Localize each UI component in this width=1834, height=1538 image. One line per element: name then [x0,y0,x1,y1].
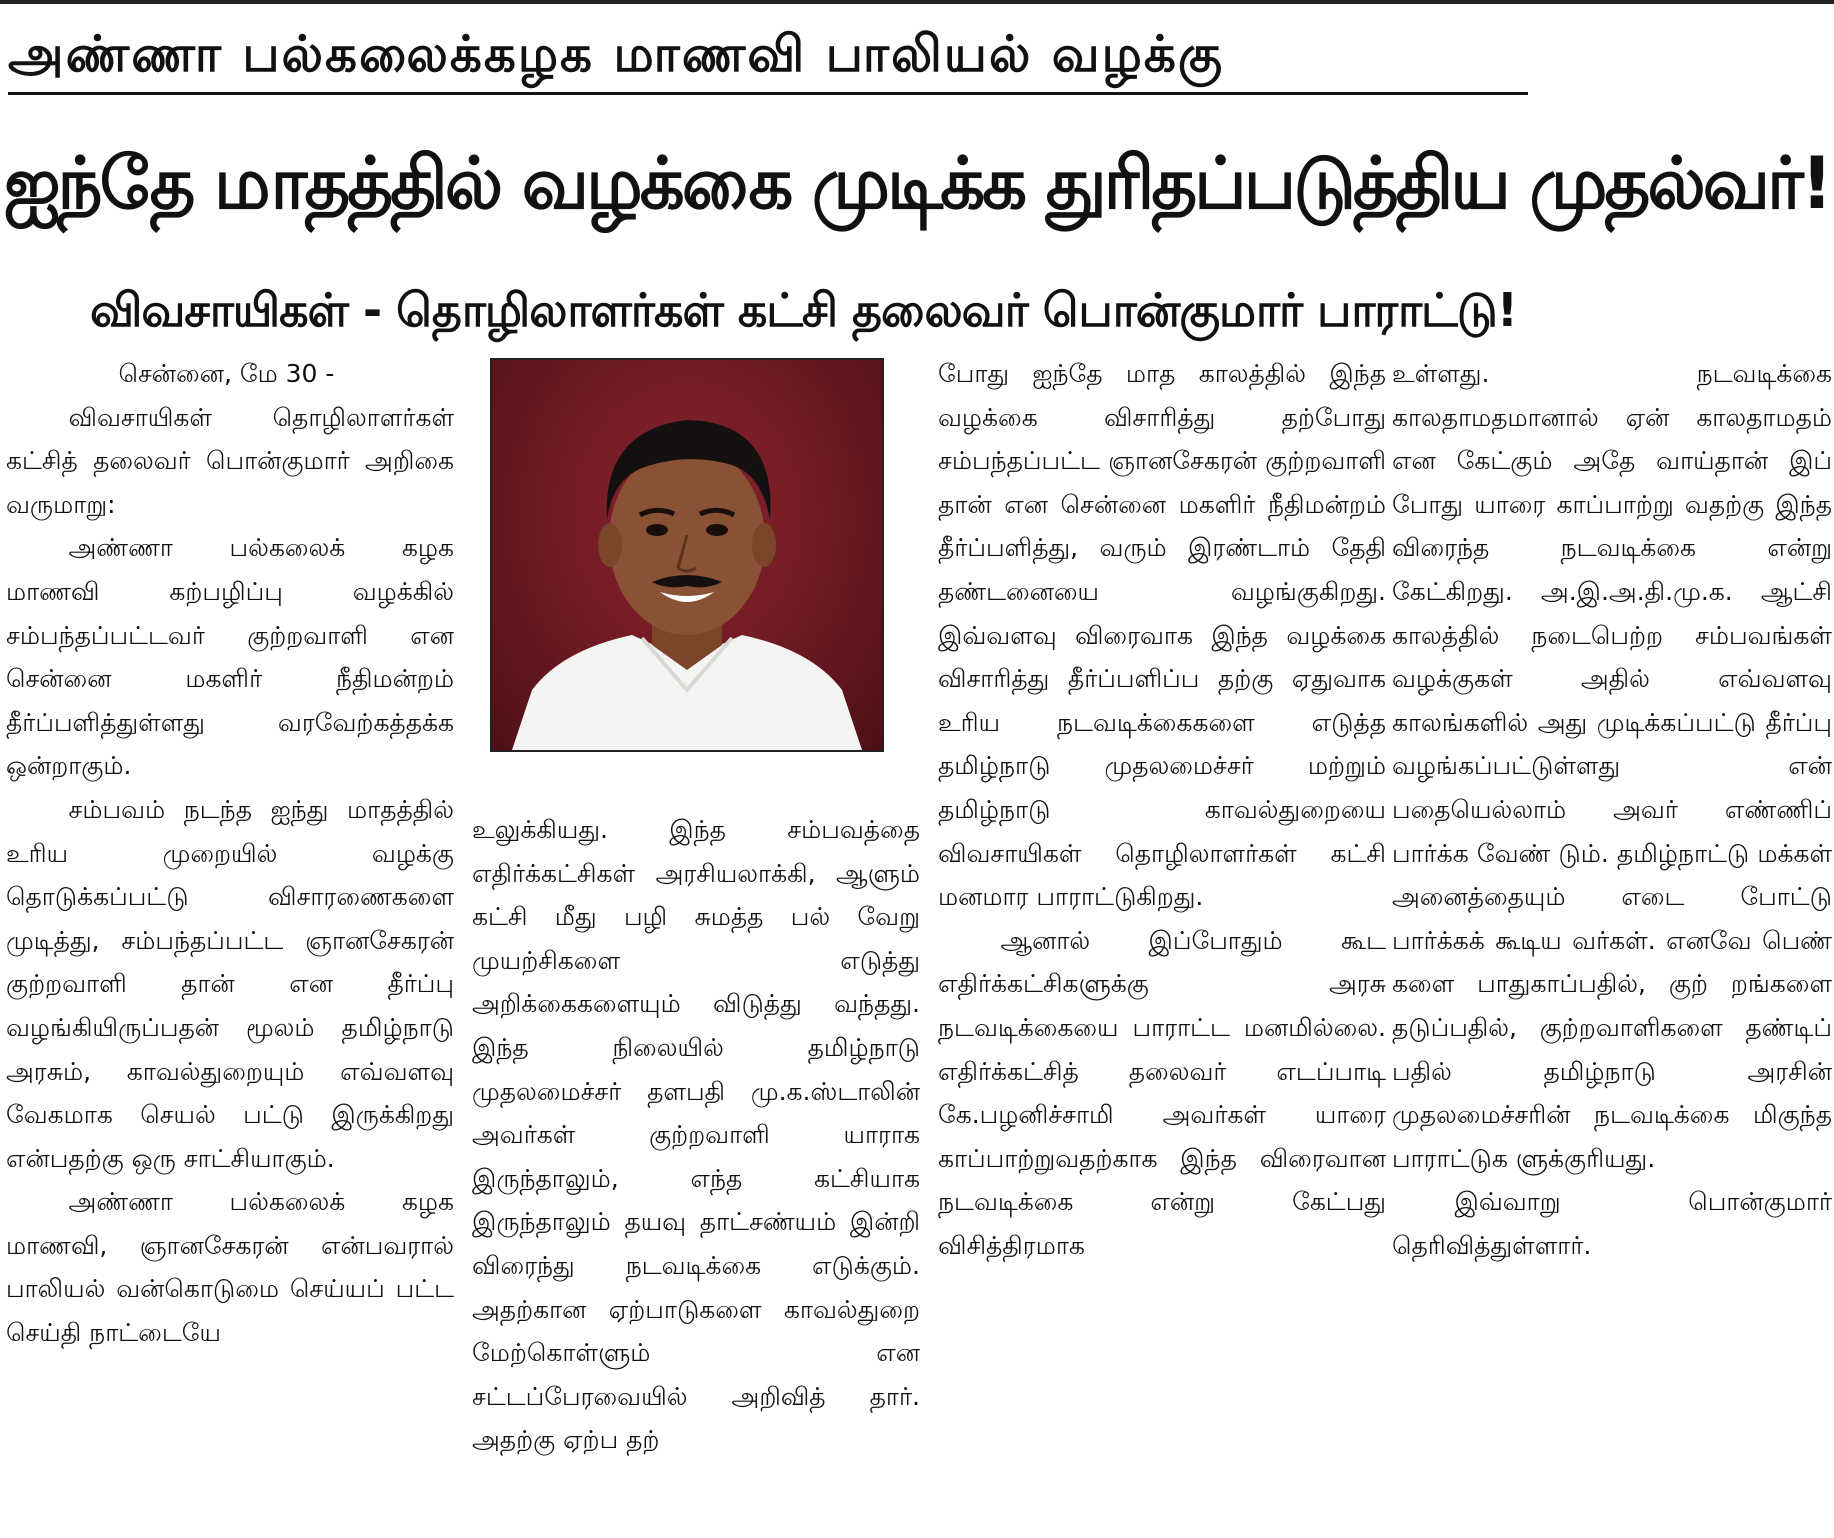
top-rule [0,0,1834,4]
sub-headline: விவசாயிகள் - தொழிலாளர்கள் கட்சி தலைவர் பொன்குமார் பாராட்டு! [90,283,1517,337]
article-paragraph: உள்ளது. நடவடிக்கை காலதாமதமானால் ஏன் காலதாமதம் என கேட்கும் அதே வாய்தான் இப் போது யாரை காப்பாற்று வதற்கு இந்த விரைந்த நடவடிக்கை என்று கேட்கிறது. அ.இ.அ.தி.மு.க. ஆட்சி காலத்தில் நடைபெற்ற சம்பவங்கள் வழக்குகள் அதில் எவ்வளவு காலங்களில் அது முடிக்கப்பட்டு தீர்ப்பு வழங்கப்பட்டுள்ளது என் பதையெல்லாம் அவர் எண்ணிப் பார்க்க வேண் டும். தமிழ்நாட்டு மக்கள் அனைத்தையும் எடை போட்டு பார்க்கக் கூடிய வர்கள். எனவே பெண் களை பாதுகாப்பதில், குற் றங்களை தடுப்பதில், குற்றவாளிகளை தண்டிப் பதில் தமிழ்நாடு அரசின் முதலமைச்சரின் நடவடிக்கை மிகுந்த பாராட்டுக ளுக்குரியது. [1392,359,1832,1173]
portrait-illustration [492,360,882,750]
article-paragraph: போது ஐந்தே மாத காலத்தில் இந்த வழக்கை விசாரித்து தற்போது சம்பந்தப்பட்ட ஞானசேகரன் குற்றவாளி தான் என சென்னை மகளிர் நீதிமன்றம் தீர்ப்பளித்து, வரும் இரண்டாம் தேதி தண்டனையை வழங்குகிறது. இவ்வளவு விரைவாக இந்த வழக்கை விசாரித்து தீர்ப்பளிப்ப தற்கு ஏதுவாக உரிய நடவடிக்கைகளை எடுத்த தமிழ்நாடு முதலமைச்சர் மற்றும் தமிழ்நாடு காவல்துறையை விவசாயிகள் தொழிலாளர்கள் கட்சி மனமார பாராட்டுகிறது. [938,359,1386,912]
article-column-2 [472,808,920,1532]
article-paragraph: சம்பவம் நடந்த ஐந்து மாதத்தில் உரிய முறையில் வழக்கு தொடுக்கப்பட்டு விசாரணைகளை முடித்து, சம்பந்தப்பட்ட ஞானசேகரன் குற்றவாளி தான் என தீர்ப்பு வழங்கியிருப்பதன் மூலம் தமிழ்நாடு அரசும், காவல்துறையும் எவ்வளவு வேகமாக செயல் பட்டு இருக்கிறது என்பதற்கு ஒரு சாட்சியாகும். [6,794,454,1173]
main-headline: ஐந்தே மாதத்தில் வழக்கை முடிக்க துரிதப்படுத்திய முதல்வர்! [4,141,1830,225]
article-closing: இவ்வாறு பொன்குமார் தெரிவித்துள்ளார். [1392,1187,1832,1260]
portrait-photo [490,358,884,752]
article-paragraph: உலுக்கியது. இந்த சம்பவத்தை எதிர்க்கட்சிகள் அரசியலாக்கி, ஆளும் கட்சி மீது பழி சுமத்த பல் வேறு முயற்சிகளை எடுத்து அறிக்கைகளையும் விடுத்து வந்தது. இந்த நிலையில் தமிழ்நாடு முதலமைச்சர் தளபதி மு.க.ஸ்டாலின் அவர்கள் குற்றவாளி யாராக இருந்தாலும், எந்த கட்சியாக இருந்தாலும் தயவு தாட்சண்யம் இன்றி விரைந்து நடவடிக்கை எடுக்கும். அதற்கான ஏற்பாடுகளை காவல்துறை மேற்கொள்ளும் என சட்டப்பேரவையில் அறிவித் தார். அதற்கு ஏற்ப தற் [472,815,920,1455]
article-column-3 [938,352,1386,1532]
article-paragraph: ஆனால் இப்போதும் கூட எதிர்க்கட்சிகளுக்கு அரசு நடவடிக்கையை பாராட்ட மனமில்லை. எதிர்க்கட்சித் தலைவர் எடப்பாடி கே.பழனிச்சாமி அவர்கள் யாரை காப்பாற்றுவதற்காக இந்த விரைவான நடவடிக்கை என்று கேட்பது விசித்திரமாக [938,925,1386,1260]
article-column-1 [6,352,454,1532]
article-paragraph: அண்ணா பல்கலைக் கழக மாணவி, ஞானசேகரன் என்பவரால் பாலியல் வன்கொடுமை செய்யப் பட்ட செய்தி நாட்டையே [6,1187,454,1348]
kicker-underline [8,92,1528,95]
kicker-headline: அண்ணா பல்கலைக்கழக மாணவி பாலியல் வழக்கு [8,25,1224,83]
article-paragraph: விவசாயிகள் தொழிலாளர்கள் கட்சித் தலைவர் பொன்குமார் அறிகை வருமாறு: [6,402,454,519]
dateline: சென்னை, மே 30 - [118,359,335,388]
article-column-4 [1392,352,1832,1532]
article-paragraph: அண்ணா பல்கலைக் கழக மாணவி கற்பழிப்பு வழக்கில் சம்பந்தப்பட்டவர் குற்றவாளி என சென்னை மகளிர் நீதிமன்றம் தீர்ப்பளித்துள்ளது வரவேற்கத்தக்க ஒன்றாகும். [6,533,454,781]
